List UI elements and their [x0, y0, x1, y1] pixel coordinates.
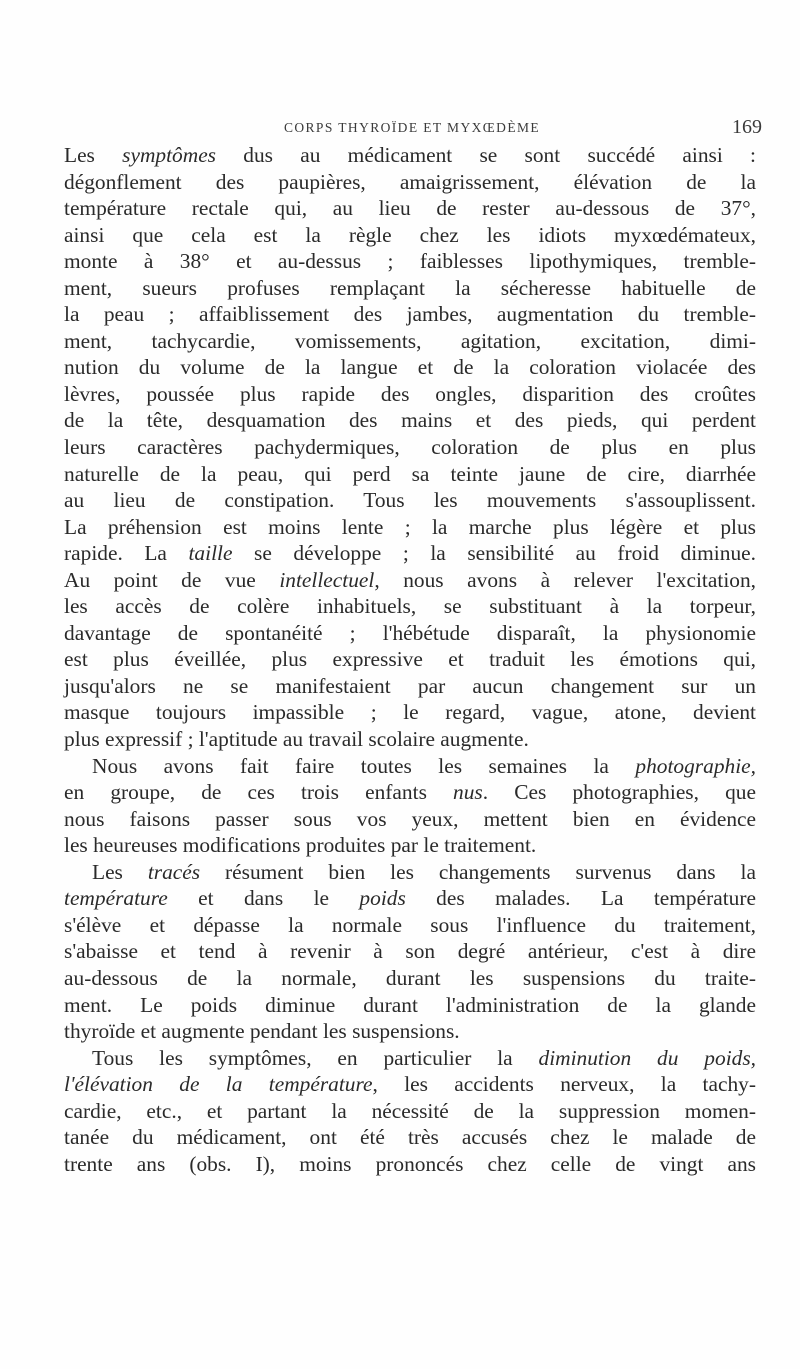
- text-line: [64, 248, 756, 275]
- text-segment: cardie, etc., et partant la nécessité de la suppression momen-: [64, 1098, 756, 1123]
- text-segment: , les accidents nerveux, la tachy-: [372, 1072, 756, 1097]
- text-line: [64, 275, 756, 302]
- text-segment: de la tête, desquamation des mains et des pieds, qui perdent: [64, 408, 756, 433]
- text-line: [64, 301, 756, 328]
- text-line: [64, 169, 756, 196]
- text-line: [64, 381, 756, 408]
- text-segment: Tous les symptômes, en particulier la: [92, 1045, 539, 1070]
- italic-text: diminution du poids,: [538, 1045, 756, 1070]
- text-segment: dégonflement des paupières, amaigrissement, élévation de la: [64, 169, 756, 194]
- text-segment: Les: [92, 859, 148, 884]
- text-segment: Nous avons fait faire toutes les semaines la: [92, 753, 636, 778]
- text-line: [64, 1151, 756, 1178]
- text-line: [64, 567, 756, 594]
- running-head: [62, 118, 762, 144]
- text-line: [64, 726, 756, 753]
- text-line: [64, 859, 756, 886]
- text-line: [64, 1045, 756, 1072]
- text-line: [64, 779, 756, 806]
- text-segment: nution du volume de la langue et de la coloration violacée des: [64, 355, 756, 380]
- text-segment: ment. Le poids diminue durant l'administration de la glande: [64, 992, 756, 1017]
- text-segment: en groupe, de ces trois enfants: [64, 780, 454, 805]
- text-segment: température rectale qui, au lieu de rester au-dessous de 37°,: [64, 196, 756, 221]
- text-segment: la peau ; affaiblissement des jambes, augmentation du tremble-: [64, 302, 756, 327]
- text-segment: ainsi que cela est la règle chez les idiots myxœdémateux,: [64, 222, 756, 247]
- text-segment: les heureuses modifications produites par le traitement.: [64, 833, 537, 858]
- text-line: [64, 646, 756, 673]
- text-line: [64, 965, 756, 992]
- text-segment: ment, tachycardie, vomissements, agitation, excitation, dimi-: [64, 328, 756, 353]
- text-segment: leurs caractères pachydermiques, coloration de plus en plus: [64, 435, 756, 460]
- text-line: [64, 753, 756, 780]
- page-number: 169: [732, 116, 762, 138]
- text-segment: dus au médicament se sont succédé ainsi :: [216, 143, 756, 167]
- text-segment: thyroïde et augmente pendant les suspensions.: [64, 1019, 460, 1044]
- text-line: [64, 407, 756, 434]
- italic-text: élévation de la température: [74, 1072, 373, 1097]
- text-segment: naturelle de la peau, qui perd sa teinte jaune de cire, diarrhée: [64, 461, 756, 486]
- text-segment: nous faisons passer sous vos yeux, mettent bien en évidence: [64, 806, 756, 831]
- text-segment: trente ans (obs. I), moins prononcés chez celle de vingt ans: [64, 1151, 756, 1176]
- text-line: [64, 832, 756, 859]
- text-line: [64, 328, 756, 355]
- text-segment: s'élève et dépasse la normale sous l'influence du traitement,: [64, 912, 756, 937]
- italic-text: intellectuel: [279, 567, 375, 592]
- text-line: [64, 142, 756, 169]
- text-line: [64, 540, 756, 567]
- text-line: [64, 1098, 756, 1125]
- italic-text: taille: [188, 541, 233, 566]
- text-segment: masque toujours impassible ; le regard, vague, atone, devient: [64, 700, 756, 725]
- text-line: [64, 938, 756, 965]
- text-line: [64, 222, 756, 249]
- text-segment: davantage de spontanéité ; l'hébétude disparaît, la physionomie: [64, 620, 756, 645]
- text-segment: des malades. La température: [405, 886, 756, 911]
- text-line: [64, 514, 756, 541]
- italic-text: tracés: [147, 859, 201, 884]
- text-segment: les accès de colère inhabituels, se substituant à la torpeur,: [64, 594, 756, 619]
- text-segment: résument bien les changements survenus dans la: [200, 859, 756, 884]
- text-line: [64, 354, 756, 381]
- text-line: [64, 195, 756, 222]
- italic-text: photographie,: [635, 753, 756, 778]
- body-text: [64, 142, 756, 1177]
- text-segment: Au point de vue: [64, 567, 280, 592]
- text-line: [64, 1124, 756, 1151]
- text-line: [64, 487, 756, 514]
- italic-text: symptômes: [122, 143, 217, 167]
- text-line: [64, 461, 756, 488]
- text-line: [64, 912, 756, 939]
- text-segment: lèvres, poussée plus rapide des ongles, disparition des croûtes: [64, 381, 756, 406]
- text-line: [64, 992, 756, 1019]
- italic-text: l': [64, 1072, 75, 1097]
- text-line: [64, 593, 756, 620]
- text-segment: rapide. La: [64, 541, 189, 566]
- text-line: [64, 885, 756, 912]
- text-segment: plus expressif ; l'aptitude au travail scolaire augmente.: [64, 727, 529, 752]
- text-segment: au lieu de constipation. Tous les mouvements s'assouplissent.: [64, 488, 756, 513]
- text-segment: au-dessous de la normale, durant les suspensions du traite-: [64, 965, 756, 990]
- italic-text: poids: [359, 886, 406, 911]
- text-line: [64, 699, 756, 726]
- text-segment: La préhension est moins lente ; la marche plus légère et plus: [64, 514, 756, 539]
- text-line: [64, 1018, 756, 1045]
- italic-text: nus: [453, 780, 483, 805]
- text-segment: s'abaisse et tend à revenir à son degré antérieur, c'est à dire: [64, 939, 756, 964]
- text-segment: jusqu'alors ne se manifestaient par aucun changement sur un: [64, 673, 756, 698]
- text-line: [64, 620, 756, 647]
- running-title: CORPS THYROÏDE ET MYXŒDÈME: [283, 120, 541, 135]
- text-segment: . Ces photographies, que: [482, 780, 756, 805]
- text-line: [64, 434, 756, 461]
- text-segment: , nous avons à relever l'excitation,: [374, 567, 756, 592]
- text-line: [64, 806, 756, 833]
- text-segment: tanée du médicament, ont été très accusés chez le malade de: [64, 1125, 756, 1150]
- text-segment: ment, sueurs profuses remplaçant la sécheresse habituelle de: [64, 275, 756, 300]
- text-segment: est plus éveillée, plus expressive et traduit les émotions qui,: [64, 647, 756, 672]
- italic-text: température: [64, 886, 168, 911]
- text-line: [64, 1071, 756, 1098]
- text-segment: monte à 38° et au-dessus ; faiblesses lipothymiques, tremble-: [64, 249, 756, 274]
- text-segment: Les: [64, 143, 123, 167]
- text-segment: et dans le: [167, 886, 360, 911]
- text-line: [64, 673, 756, 700]
- text-segment: se développe ; la sensibilité au froid diminue.: [232, 541, 756, 566]
